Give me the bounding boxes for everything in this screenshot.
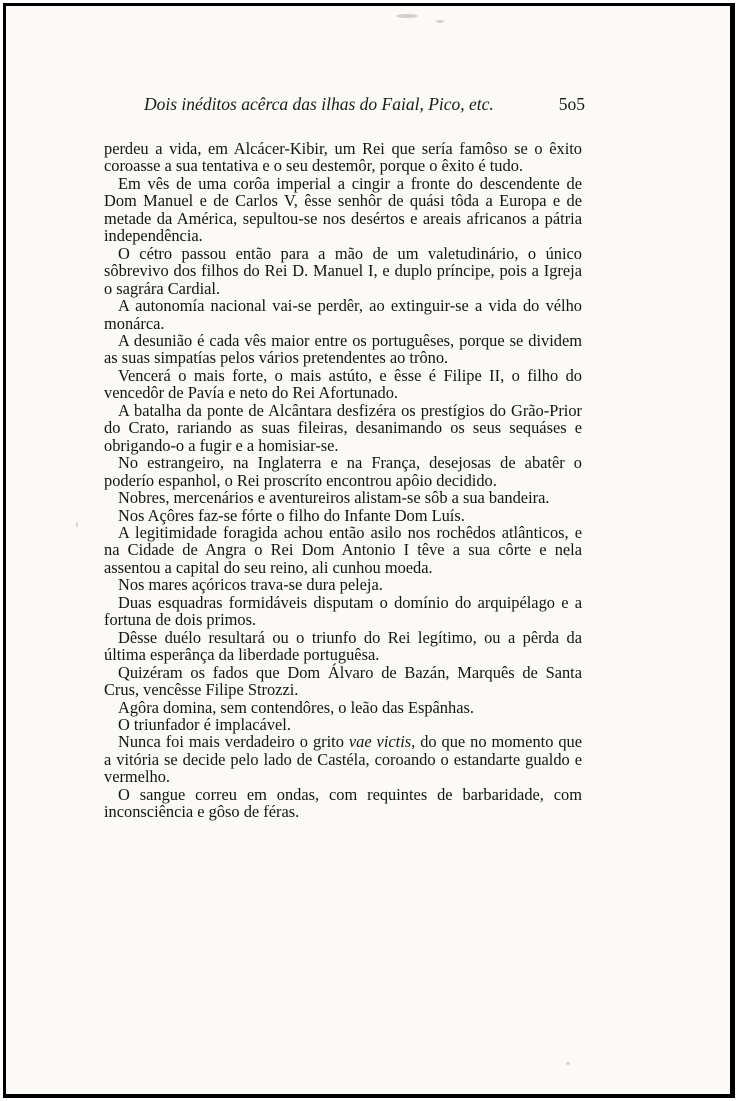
paragraph: Vencerá o mais forte, o mais astúto, e êsse é Filipe II, o filho do vencedôr de Pavía e neto do Rei Afortunado.: [104, 365, 582, 403]
running-head: [144, 94, 585, 120]
paragraph: Nos Açôres faz-se fórte o filho do Infante Dom Luís.: [118, 505, 465, 525]
paragraph: perdeu a vida, em Alcácer-Kibir, um Rei que sería famôso se o êxito coroasse a sua tentativa e o seu destemôr, porque o êxito é tudo.: [104, 139, 582, 176]
paragraph: O triunfador é implacável.: [118, 714, 291, 734]
paragraph: A legitimidade foragida achou então asilo nos rochêdos atlânticos, e na Cidade de Angra o Rei Dom Antonio I têve a sua côrte e nela assentou a capital do seu reino, ali cunhou moeda.: [104, 522, 582, 577]
paragraph: A autonomía nacional vai-se perdêr, ao extinguir-se a vida do vélho monárca.: [104, 296, 582, 333]
paragraph: [104, 733, 582, 785]
paragraph: A batalha da ponte de Alcântara desfizéra os prestígios do Grão-Prior do Crato, rariando as suas fileiras, desanimando os seus sequáses e obrigando-o a fugir e a homisiar-se.: [104, 400, 582, 455]
paragraph: Agôra domina, sem contendôres, o leão das Espânhas.: [118, 697, 474, 717]
paragraph-text: Nunca foi mais verdadeiro o grito: [118, 732, 349, 752]
paragraph: Em vês de uma corôa imperial a cingir a fronte do descendente de Dom Manuel e de Carlos V, êsse senhôr de quási tôda a Europa e de metade da América, sepultou-se nos desértos e areais africanos a pátria independência.: [104, 173, 582, 246]
paragraph: A desunião é cada vês maior entre os portuguêses, porque se dividem as suas simpatías pelos vários pretendentes ao trôno.: [104, 330, 582, 368]
running-title: Dois inéditos acêrca das ilhas do Faial, Pico, etc.: [144, 94, 494, 114]
paragraph: O sangue correu em ondas, com requintes de barbaridade, com inconsciência e gôso de féras.: [104, 784, 582, 822]
paragraph: Duas esquadras formidáveis disputam o domínio do arquipélago e a fortuna de dois primos.: [104, 592, 582, 630]
scan-speck: [76, 522, 78, 527]
paragraph: Nobres, mercenários e aventureiros alistam-se sôb a sua bandeira.: [118, 488, 550, 508]
scan-speck: [436, 20, 444, 23]
page-number: 5o5: [558, 94, 585, 114]
paragraph: Quizéram os fados que Dom Álvaro de Bazán, Marquês de Santa Crus, vencêsse Filipe Strozzi.: [104, 662, 582, 700]
book-page: [104, 94, 585, 822]
paragraph: O cétro passou então para a mão de um valetudinário, o único sôbrevivo dos filhos do Rei D. Manuel I, e duplo príncipe, pois a Igreja o sagrára Cardial.: [104, 243, 582, 298]
paragraph: Dêsse duélo resultará ou o triunfo do Rei legítimo, ou a pêrda da última esperânça da liberdade portuguêsa.: [104, 627, 582, 665]
paragraph: Nos mares açóricos trava-se dura peleja.: [118, 575, 383, 595]
paragraph-text: do que no momento que a vitória se decide pelo lado de Castéla, coroando o estandarte gualdo e vermelho.: [104, 732, 583, 787]
scan-speck: [396, 14, 418, 18]
body-text: [104, 140, 582, 821]
paragraph: No estrangeiro, na Inglaterra e na França, desejosas de abatêr o poderío espanhol, o Rei proscríto encontrou apôio decidido.: [104, 453, 582, 490]
scan-speck: [566, 1062, 570, 1065]
latin-phrase: vae victis,: [348, 732, 416, 752]
